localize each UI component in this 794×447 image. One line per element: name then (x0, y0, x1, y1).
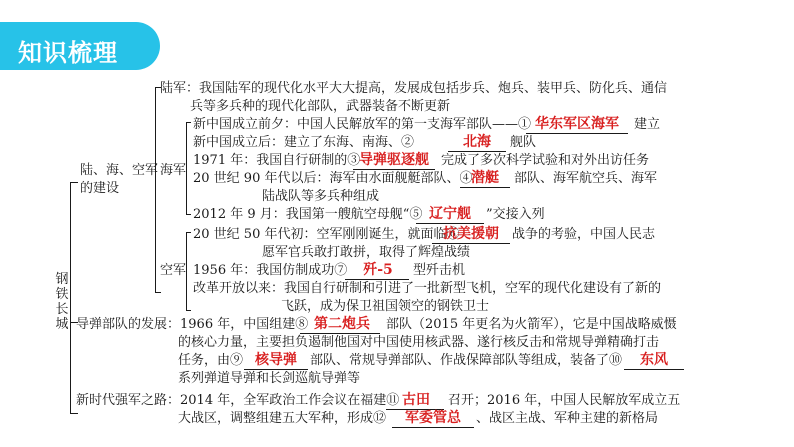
airforce-line-3-pre: 1956 年：我国仿制成功⑦ (193, 263, 348, 278)
answer-6: 抗美援朝 (443, 226, 499, 242)
navy-brace-tick-top (186, 122, 191, 123)
navy-brace-line (186, 122, 187, 214)
answer-7: 歼-5 (363, 262, 393, 278)
answer-2: 北海 (463, 134, 491, 150)
navy-line-6-pre: 2012 年 9 月：我国第一艘航空母舰“⑤ (193, 207, 423, 222)
build-label-2: 的建设 (80, 181, 120, 196)
airforce-line-1-post: 战争的考验，中国人民志 (512, 227, 656, 242)
airforce-line-2: 愿军官兵敢打敢拼，取得了辉煌战绩 (262, 245, 471, 260)
answer-8: 第二炮兵 (314, 316, 370, 332)
answer-12: 军委管总 (405, 410, 461, 426)
navy-brace-tick-bottom (186, 214, 191, 215)
airforce-label: 空军 (160, 263, 187, 278)
airforce-line-1-pre: 20 世纪 50 年代初：空军刚刚诞生，就面临⑥ (193, 227, 460, 242)
navy-line-5: 陆战队等多兵种组成 (262, 189, 380, 204)
navy-line-2-pre: 新中国成立后：建立了东海、南海、② (193, 135, 415, 150)
navy-line-3-pre: 1971 年：我国自行研制的③ (193, 153, 361, 168)
build-label-1: 陆、海、空军 (80, 163, 159, 178)
airforce-line-5: 飞跃，成为保卫祖国领空的钢铁卫士 (281, 299, 490, 314)
missile-line-3-pre: 任务，由⑨ (178, 353, 244, 368)
build-brace-line (155, 87, 156, 292)
navy-line-4-post: 部队、海军航空兵、海军 (514, 171, 658, 186)
navy-line-1-post: 建立 (634, 117, 661, 132)
answer-1: 华东军区海军 (535, 116, 619, 132)
newera-line-2-post: 、战区主战、军种主建的新格局 (476, 411, 659, 426)
answer-4: 潜艇 (471, 170, 499, 186)
root-brace-tick-top (70, 182, 78, 183)
root-brace-line (70, 182, 71, 414)
navy-label: 海军 (160, 163, 187, 178)
answer-5: 辽宁舰 (429, 206, 471, 222)
answer-4-underline (460, 187, 510, 188)
answer-10: 东风 (640, 352, 668, 368)
airforce-line-4: 改革开放以来：我国自行研制和引进了一批新型飞机，空军的现代化建设有了新的 (193, 281, 662, 296)
answer-5-underline (416, 223, 484, 224)
answer-3: 导弹驱逐舰 (359, 152, 429, 168)
newera-line-1-post: 召开；2016 年，中国人民解放军成立五 (448, 393, 681, 408)
airforce-line-3-post: 型歼击机 (413, 263, 466, 278)
navy-line-2-post: 舰队 (510, 135, 537, 150)
missile-line-2: 的核心力量，主要担负遏制他国对中国使用核武器、遂行核反击和常规导弹精确打击 (178, 335, 660, 350)
answer-1-underline (526, 133, 628, 134)
missile-line-4: 系列弹道导弹和长剑巡航导弹等 (178, 371, 361, 386)
root-brace-tick-bottom (70, 413, 78, 414)
navy-line-3-post: 完成了多次科学试验和对外出访任务 (441, 153, 650, 168)
missile-line-1-post: 部队（2015 年更名为火箭军），它是中国战略威慑 (386, 317, 677, 332)
airforce-brace-line (186, 232, 187, 310)
answer-9: 核导弹 (255, 352, 297, 368)
build-brace-tick-bottom (155, 292, 161, 293)
army-line-1: 陆军：我国陆军的现代化水平大大提高，发展成包括步兵、炮兵、装甲兵、防化兵、通信 (160, 81, 668, 96)
section-header-title: 知识梳理 (18, 39, 118, 67)
airforce-brace-tick-top (186, 232, 191, 233)
newera-line-1-pre: 新时代强军之路：2014 年，全军政治工作会议在福建⑪ (76, 393, 400, 408)
missile-line-1-pre: 导弹部队的发展：1966 年，中国组建⑧ (76, 317, 309, 332)
answer-11: 古田 (402, 392, 430, 408)
navy-line-6-post: ”交接入列 (486, 207, 545, 222)
missile-line-3-mid: 部队、常规导弹部队、作战保障部队等组成，装备了⑩ (310, 353, 623, 368)
airforce-brace-tick-bottom (186, 310, 191, 311)
newera-line-2-pre: 大战区，调整组建五大军种，形成⑫ (178, 411, 387, 426)
navy-line-4-pre: 20 世纪 90 年代以后：海军由水面舰艇部队、④ (193, 171, 473, 186)
answer-10-underline (624, 369, 684, 370)
answer-12-underline (392, 427, 474, 428)
navy-line-1-pre: 新中国成立前夕：中国人民解放军的第一支海军部队——① (193, 117, 532, 132)
root-label: 钢铁长城 (55, 272, 69, 332)
army-line-2: 兵等多兵种的现代化部队，武器装备不断更新 (190, 99, 451, 114)
